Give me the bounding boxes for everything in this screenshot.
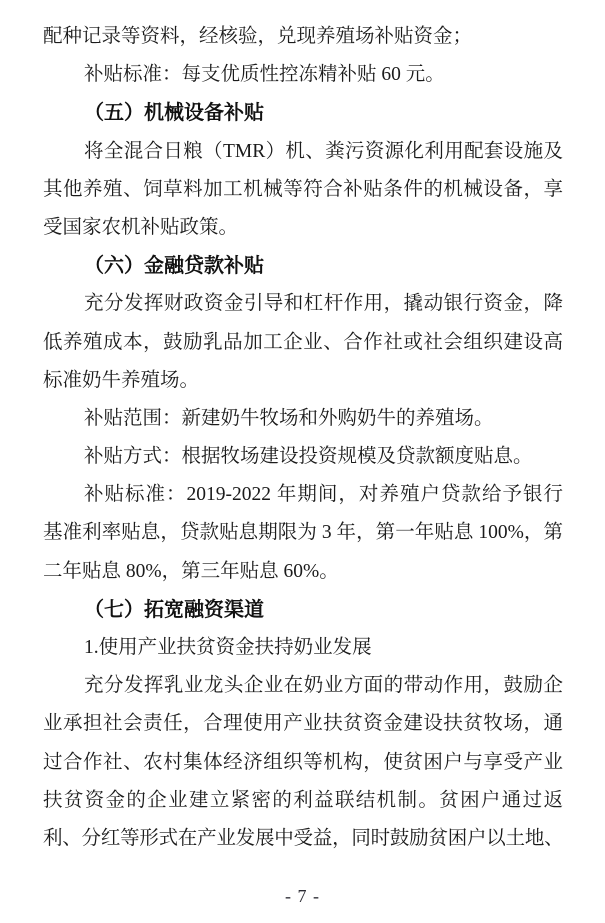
text-line: 补贴标准：每支优质性控冻精补贴 60 元。 xyxy=(84,64,445,86)
text-line: 配种记录等资料，经核验，兑现养殖场补贴资金； xyxy=(43,26,473,47)
section-heading: （七）拓宽融资渠道 xyxy=(84,598,264,621)
text-line: 其他养殖、饲草料加工机械等符合补贴条件的机械设备，享 xyxy=(43,178,563,200)
text-line: 基准利率贴息，贷款贴息期限为 3 年，第一年贴息 100%，第 xyxy=(43,522,563,544)
text-line: 补贴标准：2019-2022 年期间，对养殖户贷款给予银行 xyxy=(84,484,563,506)
text-line: 标准奶牛养殖场。 xyxy=(43,369,200,391)
text-line: 1.使用产业扶贫资金扶持奶业发展 xyxy=(84,637,372,658)
text-line: 补贴范围：新建奶牛牧场和外购奶牛的养殖场。 xyxy=(84,407,494,429)
document-content xyxy=(43,18,563,858)
text-line: 将全混合日粮（TMR）机、粪污资源化利用配套设施及 xyxy=(84,140,563,162)
text-line: 补贴方式：根据牧场建设投资规模及贷款额度贴息。 xyxy=(84,446,533,468)
text-line: 受国家农机补贴政策。 xyxy=(43,216,239,238)
text-line: 扶贫资金的企业建立紧密的利益联结机制。贫困户通过返 xyxy=(43,789,563,811)
text-line: 充分发挥财政资金引导和杠杆作用，撬动银行资金，降 xyxy=(84,293,563,315)
text-line: 充分发挥乳业龙头企业在奶业方面的带动作用，鼓励企 xyxy=(84,675,563,697)
section-heading: （六）金融贷款补贴 xyxy=(84,255,264,278)
text-line: 利、分红等形式在产业发展中受益，同时鼓励贫困户以土地、 xyxy=(43,827,563,849)
text-line: 低养殖成本，鼓励乳品加工企业、合作社或社会组织建设高 xyxy=(43,331,563,353)
page-number: - 7 - xyxy=(285,886,320,906)
text-line: 业承担社会责任，合理使用产业扶贫资金建设扶贫牧场，通 xyxy=(43,713,563,735)
text-line: 二年贴息 80%，第三年贴息 60%。 xyxy=(43,560,339,582)
text-line: 过合作社、农村集体经济组织等机构，使贫困户与享受产业 xyxy=(43,751,563,773)
section-heading: （五）机械设备补贴 xyxy=(84,102,264,125)
